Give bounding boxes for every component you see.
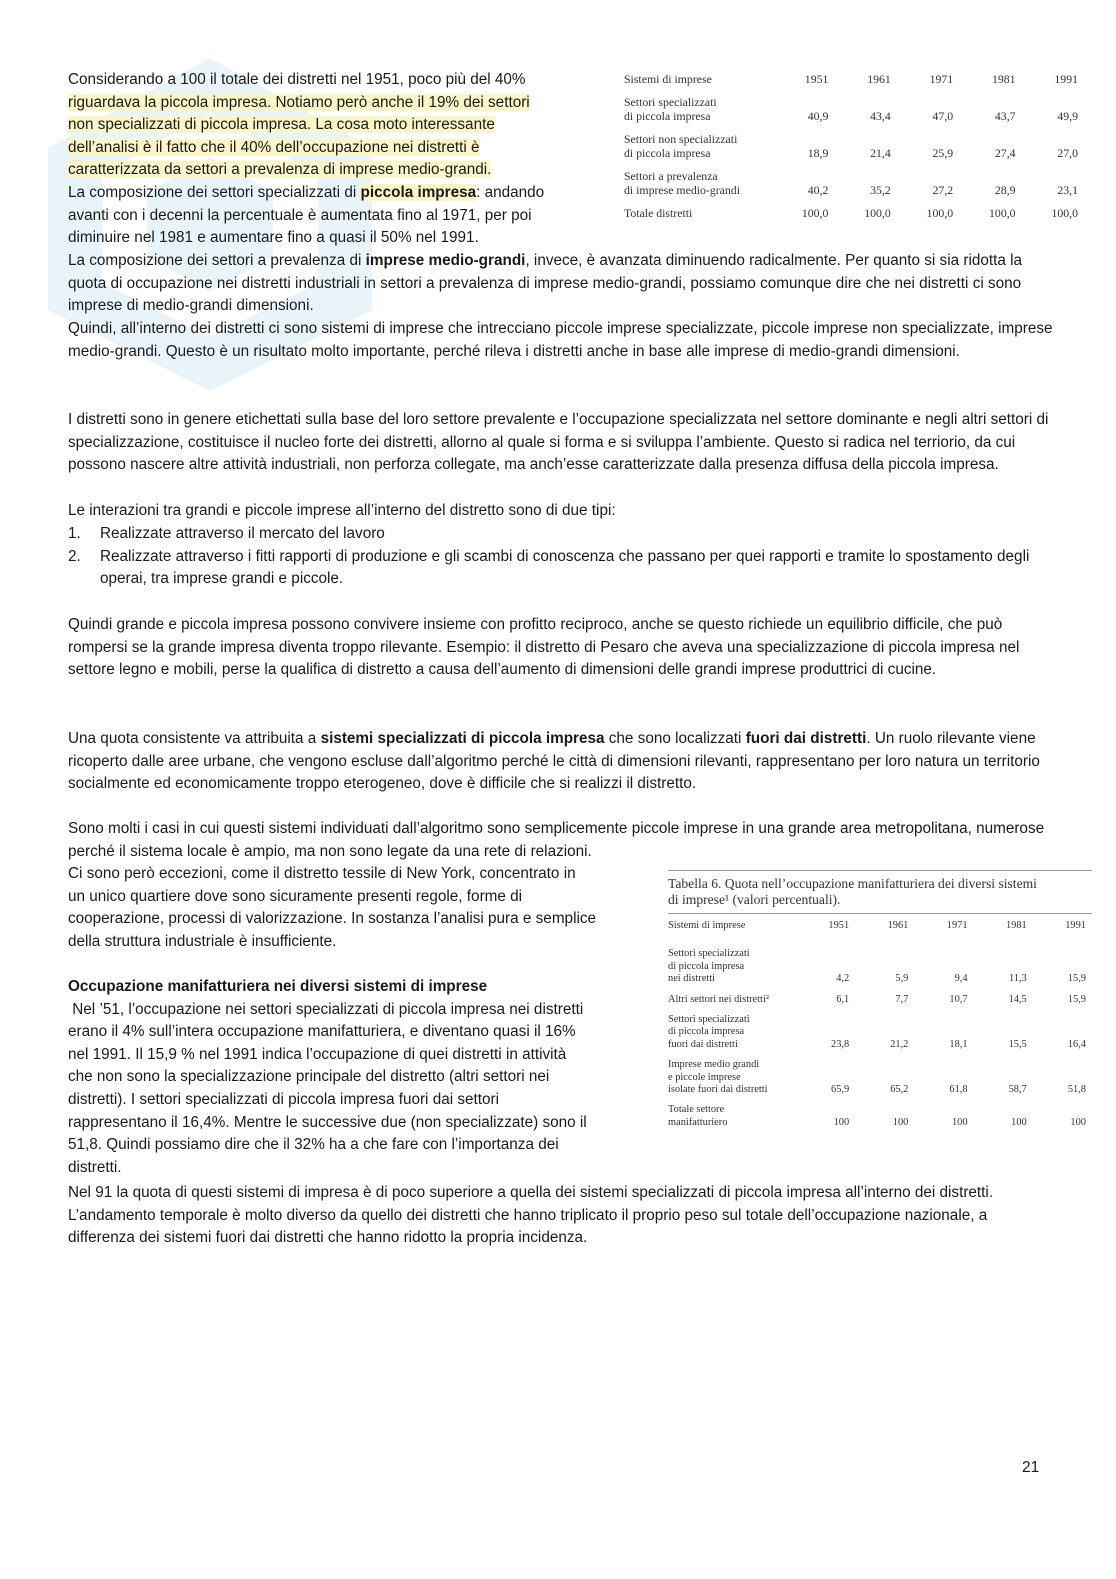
- table-row: Imprese medio grandi e piccole imprese isolate fuori dai distretti 65,9 65,2 61,8 58,7 51,8: [668, 1059, 1086, 1096]
- occupazione-line: distretti). I settori specializzati di piccola impresa fuori dai settori: [68, 1091, 500, 1108]
- intro-line: riguardava la piccola impresa. Notiamo però anche il 19% dei settori: [68, 93, 530, 111]
- composition-line: avanti con i decenni la percentuale è aumentata fino al 1971, per poi: [68, 206, 532, 224]
- table-6-title: Tabella 6. Quota nell’occupazione manifatturiera dei diversi sistemi di imprese¹ (valori percentuali).: [668, 870, 1092, 908]
- paragraph-molti: Sono molti i casi in cui questi sistemi individuati dall’algoritmo sono semplicemente piccole imprese in una grande area metropolitana, numerose perché il sistema locale è ampio, ma non sono legate da una rete di relazioni.: [68, 820, 1045, 860]
- occupazione-line: Nel ’51, l’occupazione nei settori specializzati di piccola impresa nei distretti: [68, 1000, 584, 1018]
- paragraph-etichettati: I distretti sono in genere etichettati sulla base del loro settore prevalente e l’occupazione specializzata nel settore dominante e negli altri settori di specializzazione, costituisce il nucleo forte dei distretti, allorno al quale si forma e si sviluppa l’ambiente. Questo si radica nel terriorio, da cui possono nascere altre attività industriali, non perforza collegate, ma anch’esse caratterizzate dalla presenza diffusa della piccola impresa.: [68, 411, 1049, 474]
- table-6: [668, 870, 1092, 1137]
- paragraph-interazioni: Le interazioni tra grandi e piccole imprese all’interno del distretto sono di due tipi:: [68, 502, 616, 519]
- paragraph-nel91: Nel 91 la quota di questi sistemi di impresa è di poco superiore a quella dei sistemi specializzati di piccola impresa all’interno dei distretti. L’andamento temporale è molto diverso da quello dei distretti che hanno triplicato il proprio peso sul totale dell’occupazione nazionale, a differenza dei sistemi fuori dai distretti che hanno ridotto la propria incidenza.: [68, 1184, 994, 1247]
- eccezioni-line: Ci sono però eccezioni, come il distretto tessile di New York, concentrato in: [68, 865, 576, 882]
- section-heading: Occupazione manifatturiera nei diversi sistemi di imprese: [68, 978, 488, 995]
- table-row: Settori specializzati di piccola impresa nei distretti 4,2 5,9 9,4 11,3 15,9: [668, 948, 1086, 985]
- table-row: Totale settore manifatturiero 100 100 100 100 100: [668, 1104, 1086, 1128]
- table-row: Settori specializzati di piccola impresa fuori dai distretti 23,8 21,2 18,1 15,5 16,4: [668, 1014, 1086, 1050]
- eccezioni-line: un unico quartiere dove sono sicuramente presenti regole, forme di: [68, 887, 523, 905]
- intro-line: caratterizzata da settori a prevalenza di imprese medio-grandi.: [68, 161, 492, 179]
- occupazione-line: che non sono la specializzazione principale del distretto (altri settori nei: [68, 1068, 550, 1086]
- list-item: 1. Realizzate attraverso il mercato del lavoro: [68, 525, 385, 542]
- table-6-rule: [668, 913, 1092, 914]
- eccezioni-line: cooperazione, processi di valorizzazione. In sostanza l’analisi pura e semplice: [68, 910, 597, 928]
- table-row: Settori non specializzati di piccola impresa 18,9 21,4 25,9 27,4 27,0: [624, 132, 1078, 160]
- districts-composition-table: [624, 72, 1086, 229]
- table-header-row: Sistemi di imprese 1951 1961 1971 1981 1991: [624, 72, 1078, 86]
- eccezioni-line: della struttura industriale è insufficiente.: [68, 932, 337, 950]
- paragraph-quota: Una quota consistente va attribuita a sistemi specializzati di piccola impresa che sono localizzati fuori dai distretti. Un ruolo rilevante viene ricoperto dalle aree urbane, che vengono escluse dall’algoritmo perché le città di dimensioni rilevanti, rappresentano per loro natura un territorio socialmente ed economicamente troppo eterogeneo, dove è difficile che si realizzi il distretto.: [68, 730, 1040, 793]
- occupazione-line: nel 1991. Il 15,9 % nel 1991 indica l’occupazione di quei distretti in attività: [68, 1045, 567, 1063]
- interactions-list: [68, 523, 1053, 591]
- table-header-row: Sistemi di imprese 1951 1961 1971 1981 1991: [668, 920, 1086, 931]
- table-row: Altri settori nei distretti² 6,1 7,7 10,7 14,5 15,9: [668, 993, 1086, 1005]
- occupazione-line: erano il 4% sull’intera occupazione manifatturiera, e diventano quasi il 16%: [68, 1023, 576, 1041]
- table-row: Settori specializzati di piccola impresa 40,9 43,4 47,0 43,7 49,9: [624, 95, 1078, 123]
- composition-line: La composizione dei settori specializzati di piccola impresa: andando: [68, 184, 545, 201]
- intro-line: Considerando a 100 il totale dei distretti nel 1951, poco più del 40%: [68, 71, 526, 88]
- composition-line: diminuire nel 1981 e aumentare fino a quasi il 50% nel 1991.: [68, 229, 479, 247]
- paragraph-medio-grandi: La composizione dei settori a prevalenza di imprese medio-grandi, invece, è avanzata diminuendo radicalmente. Per quanto si sia ridotta la quota di occupazione nei distretti industriali in settori a prevalenza di imprese medio-grandi, possiamo comunque dire che nei distretti ci sono imprese di medio-grandi dimensioni.: [68, 252, 1023, 315]
- table-row: Totale distretti 100,0 100,0 100,0 100,0 100,0: [624, 206, 1078, 220]
- occupazione-line: distretti.: [68, 1158, 122, 1176]
- intro-line: dell’analisi è il fatto che il 40% dell’occupazione nei distretti è: [68, 138, 480, 156]
- paragraph-quindi: Quindi, all’interno dei distretti ci sono sistemi di imprese che intrecciano piccole imprese specializzate, piccole imprese non specializzate, imprese medio-grandi. Questo è un risultato molto importante, perché rileva i distretti anche in base alle imprese di medio-grandi dimensioni.: [68, 320, 1053, 360]
- table-row: Settori a prevalenza di imprese medio-grandi 40,2 35,2 27,2 28,9 23,1: [624, 169, 1078, 197]
- page-number: 21: [1022, 1459, 1040, 1476]
- occupazione-line: rappresentano il 16,4%. Mentre le successive due (non specializzate) sono il: [68, 1113, 587, 1131]
- list-item: 2. Realizzate attraverso i fitti rapporti di produzione e gli scambi di conoscenza che passano per quei rapporti e tramite lo spostamento degli operai, tra imprese grandi e piccole.: [68, 547, 1030, 588]
- table-6-grid: [668, 920, 1092, 1137]
- occupazione-line: 51,8. Quindi possiamo dire che il 32% ha a che fare con l’importanza dei: [68, 1136, 559, 1154]
- paragraph-convivere: Quindi grande e piccola impresa possono convivere insieme con profitto reciproco, anche se questo richiede un equilibrio difficile, che può rompersi se la grande impresa diventa troppo rilevante. Esempio: il distretto di Pesaro che aveva una specializzazione di piccola impresa nel settore legno e mobili, perse la qualifica di distretto a causa dell’aumento di dimensioni delle grandi imprese produttrici di cucine.: [68, 616, 1020, 679]
- intro-line: non specializzati di piccola impresa. La cosa moto interessante: [68, 116, 495, 134]
